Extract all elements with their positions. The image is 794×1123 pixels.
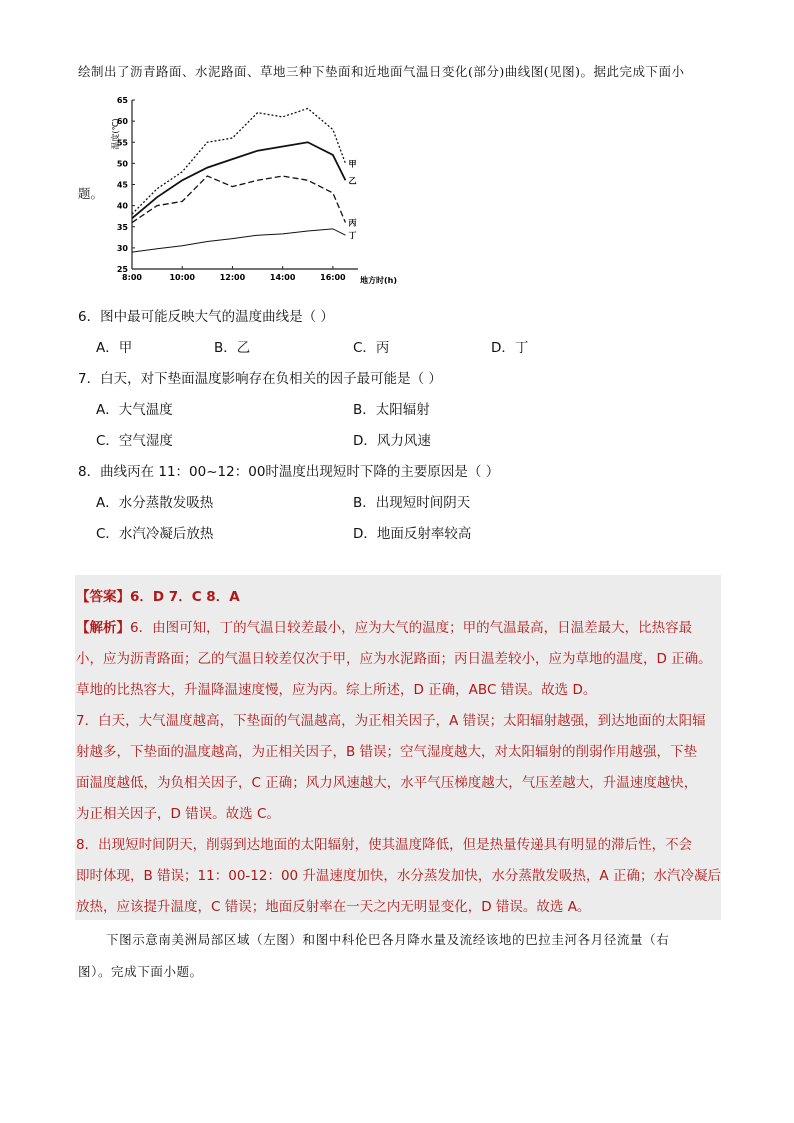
y-tick-label: 30 bbox=[116, 243, 128, 253]
analysis-label: 【解析】 bbox=[76, 620, 130, 636]
next-intro-line-2: 图）。完成下面小题。 bbox=[78, 964, 203, 979]
q6-option-b: B．乙 bbox=[214, 340, 251, 356]
analysis-line-3: 草地的比热容大，升温降温速度慢，应为丙。综上所述，D 正确，ABC 错误。故选 D。 bbox=[76, 682, 597, 698]
analysis-line-5: 射越多，下垫面的温度越高，为正相关因子，B 错误；空气湿度越大，对太阳辐射的削弱作用越强，下垫 bbox=[76, 744, 698, 760]
q6-option-d: D．丁 bbox=[491, 340, 529, 356]
series-line-4 bbox=[132, 229, 345, 252]
analysis-line-2: 小，应为沥青路面；乙的气温日较差仅次于甲，应为水泥路面；丙日温差较小，应为草地的温度，D 正确。 bbox=[76, 651, 712, 667]
chart-xlabel: 地方时(h) bbox=[360, 276, 398, 284]
q7-option-a: A．大气温度 bbox=[96, 402, 173, 418]
q8-option-b: B．出现短时间阴天 bbox=[353, 495, 471, 511]
chart-ylabel: 温度(℃) bbox=[111, 118, 120, 150]
x-tick-label: 16:00 bbox=[320, 273, 346, 282]
y-tick-label: 55 bbox=[116, 138, 128, 148]
q8-option-c: C．水汽冷凝后放热 bbox=[96, 526, 214, 542]
q7-option-b: B．太阳辐射 bbox=[353, 402, 430, 418]
analysis-line-1 bbox=[76, 616, 721, 636]
analysis-text-1: 6．由图可知，丁的气温日较差最小，应为大气的温度；甲的气温最高，日温差最大，比热容最 bbox=[130, 620, 693, 636]
q8-option-d: D．地面反射率较高 bbox=[353, 526, 472, 542]
series-label-3: 丙 bbox=[348, 218, 357, 228]
analysis-line-7: 为正相关因子，D 错误。故选 C。 bbox=[76, 806, 280, 822]
chart-series bbox=[132, 108, 356, 252]
analysis-line-6: 面温度越低，为负相关因子，C 正确；风力风速越大，水平气压梯度越大，气压差越大，升温速度越快， bbox=[76, 775, 698, 791]
series-line-3 bbox=[132, 176, 345, 222]
analysis-line-9: 即时体现，B 错误；11：00-12：00 升温速度加快，水分蒸发加快，水分蒸散发吸热，A 正确；水汽冷凝后 bbox=[76, 868, 721, 884]
y-tick-label: 50 bbox=[116, 159, 128, 169]
x-tick-label: 14:00 bbox=[269, 273, 296, 282]
q8-option-a: A．水分蒸散发吸热 bbox=[96, 495, 214, 511]
analysis-line-8: 8．出现短时间阴天，削弱到达地面的太阳辐射，使其温度降低，但是热量传递具有明显的滞后性，不会 bbox=[76, 837, 693, 853]
q7-option-d: D．风力风速 bbox=[353, 433, 431, 449]
intro-text-line-1: 绘制出了沥青路面、水泥路面、草地三种下垫面和近地面气温日变化(部分)曲线图(见图)。据此完成下面小 bbox=[78, 64, 685, 79]
series-line-1 bbox=[132, 108, 345, 214]
series-line-2 bbox=[132, 142, 345, 218]
answer-label: 【答案】 bbox=[76, 589, 130, 605]
analysis-line-4: 7．白天，大气温度越高，下垫面的气温越高，为正相关因子，A 错误；太阳辐射越强，到达地面的太阳辐 bbox=[76, 713, 706, 729]
intro-text-line-2: 题。 bbox=[78, 186, 104, 201]
x-tick-label: 10:00 bbox=[169, 273, 195, 282]
analysis-line-10: 放热，应该提升温度，C 错误；地面反射率在一天之内无明显变化，D 错误。故选 A。 bbox=[76, 899, 591, 915]
y-tick-label: 45 bbox=[116, 180, 128, 190]
series-label-1: 甲 bbox=[348, 159, 357, 169]
y-tick-label: 40 bbox=[116, 201, 128, 211]
y-tick-label: 25 bbox=[116, 265, 128, 274]
q7-option-c: C．空气湿度 bbox=[96, 433, 173, 449]
y-tick-label: 35 bbox=[116, 222, 128, 232]
answer-line bbox=[76, 585, 721, 605]
answer-text: 6．D 7．C 8．A bbox=[130, 589, 240, 605]
question-6-stem: 6．图中最可能反映大气的温度曲线是（ ） bbox=[78, 309, 334, 325]
temperature-line-chart bbox=[108, 92, 408, 284]
question-8-stem: 8．曲线丙在 11：00~12：00时温度出现短时下降的主要原因是（ ） bbox=[78, 464, 500, 480]
y-tick-label: 65 bbox=[116, 96, 128, 105]
series-label-4: 丁 bbox=[348, 231, 357, 241]
y-tick-label: 60 bbox=[116, 117, 128, 127]
q6-option-a: A．甲 bbox=[96, 340, 133, 356]
next-intro-line-1: 下图示意南美洲局部区域（左图）和图中科伦巴各月降水量及流经该地的巴拉圭河各月径流量（右 bbox=[106, 932, 670, 947]
question-7-stem: 7．白天，对下垫面温度影响存在负相关的因子最可能是（ ） bbox=[78, 371, 442, 387]
series-label-2: 乙 bbox=[348, 176, 357, 186]
chart-axes bbox=[117, 96, 358, 282]
q6-option-c: C．丙 bbox=[353, 340, 390, 356]
x-tick-label: 8:00 bbox=[122, 273, 142, 282]
x-tick-label: 12:00 bbox=[219, 273, 246, 282]
